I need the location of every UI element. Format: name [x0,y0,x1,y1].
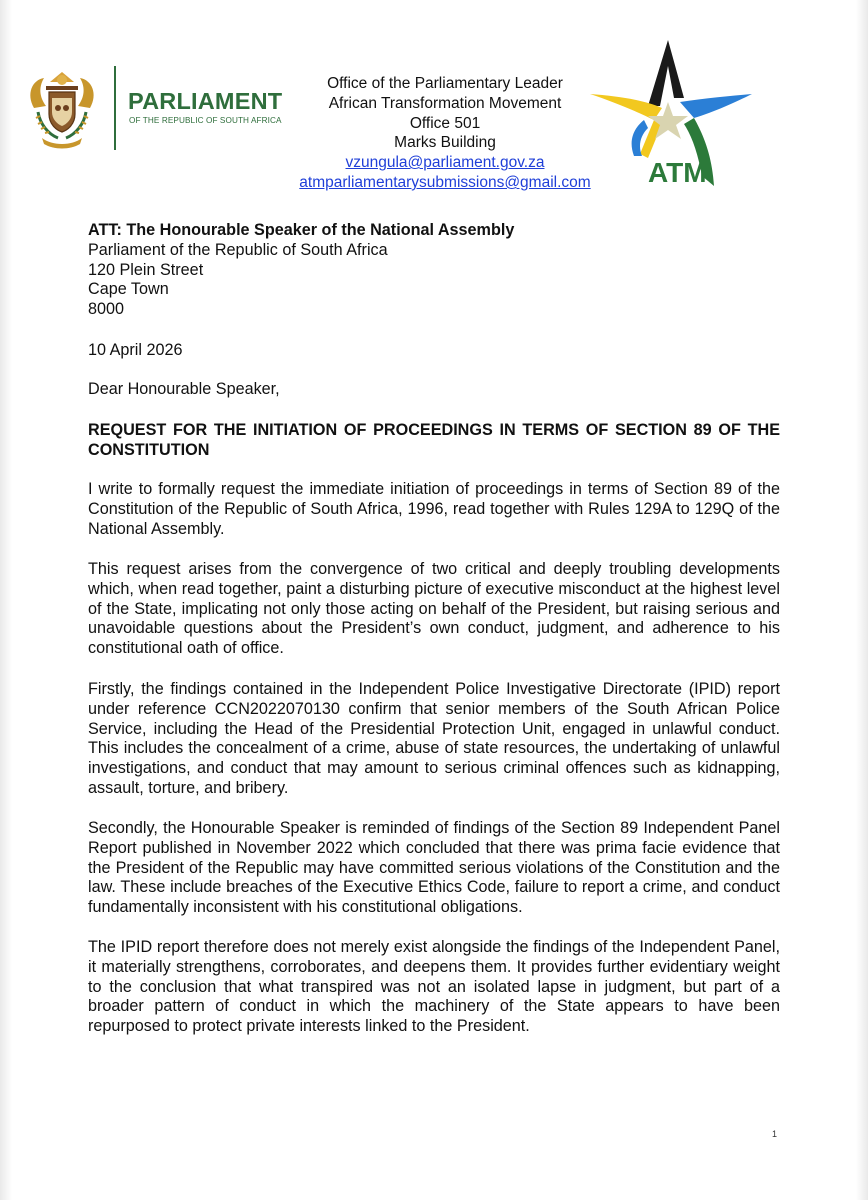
body-paragraph: This request arises from the convergence of two critical and deeply troubling developments which, when read together, paint a disturbing picture of executive misconduct at the highest level of the State, implicating not only those acting on behalf of the President, but raising serious and unavoidable questions about the President’s own conduct, judgment, and adherence to his constitutional oath of office. [88,560,780,658]
recipient-line: Cape Town [88,280,169,299]
recipient-line: 8000 [88,300,125,319]
salutation: Dear Honourable Speaker, [88,380,280,398]
recipient-line: 120 Plein Street [88,260,204,279]
page-shadow-right [856,0,868,1200]
office-line: Office of the Parliamentary Leader [327,75,563,92]
letter-date: 10 April 2026 [88,341,183,359]
parliament-logo [22,66,292,154]
email-link-submissions[interactable]: atmparliamentarysubmissions@gmail.com [299,173,591,191]
parliament-name: PARLIAMENT [128,88,283,114]
body-paragraph: Secondly, the Honourable Speaker is reminded of findings of the Section 89 Independent Panel Report published in November 2022 which concluded that there was prima facie evidence that the President of the Republic may have committed serious violations of the Constitution and the law. These include breaches of the Executive Ethics Code, failure to report a crime, and conduct fundamentally inconsistent with his constitutional obligations. [88,819,780,917]
body-paragraph: I write to formally request the immediate initiation of proceedings in terms of Section 89 of the Constitution of the Republic of South Africa, 1996, read together with Rules 129A to 129Q of the National Assembly. [88,480,780,538]
coat-of-arms-icon [22,68,102,150]
parliament-subtitle: OF THE REPUBLIC OF SOUTH AFRICA [129,116,282,125]
subject-heading: REQUEST FOR THE INITIATION OF PROCEEDINGS IN TERMS OF SECTION 89 OF THE CONSTITUTION [88,421,780,459]
page-shadow-left [0,0,12,1200]
office-line: Marks Building [394,134,496,152]
atm-star-black-spike [648,40,684,106]
recipient-block [88,221,780,320]
recipient-line: Parliament of the Republic of South Africa [88,240,388,259]
body-paragraph: The IPID report therefore does not merely exist alongside the findings of the Independent Panel, it materially strengthens, corroborates, and deepens them. It provides further evidentiary weight to the conclusion that what transpired was not an isolated lapse in judgment, but part of a broader pattern of conduct in which the machinery of the State appears to have been repurposed to protect private interests linked to the President. [88,938,780,1036]
office-line: Office 501 [409,114,481,132]
atm-star-blue-swoosh [680,94,752,118]
office-address-block [275,74,615,193]
atm-logo-text: ATM [648,157,707,188]
atm-logo [588,36,756,192]
email-link-parliament[interactable]: vzungula@parliament.gov.za [345,154,545,172]
office-line: African Transformation Movement [328,94,562,112]
recipient-att: ATT: The Honourable Speaker of the National Assembly [88,221,515,239]
page-number: 1 [772,1129,778,1139]
body-paragraph: Firstly, the findings contained in the Independent Police Investigative Directorate (IPID) report under reference CCN2022070130 confirm that senior members of the South African Police Service, including the Head of the Presidential Protection Unit, engaged in unlawful conduct. This includes the concealment of a crime, abuse of state resources, the undertaking of unlawful investigations, and conduct that may amount to serious criminal offences such as kidnapping, assault, torture, and bribery. [88,680,780,797]
logo-divider [114,66,116,150]
